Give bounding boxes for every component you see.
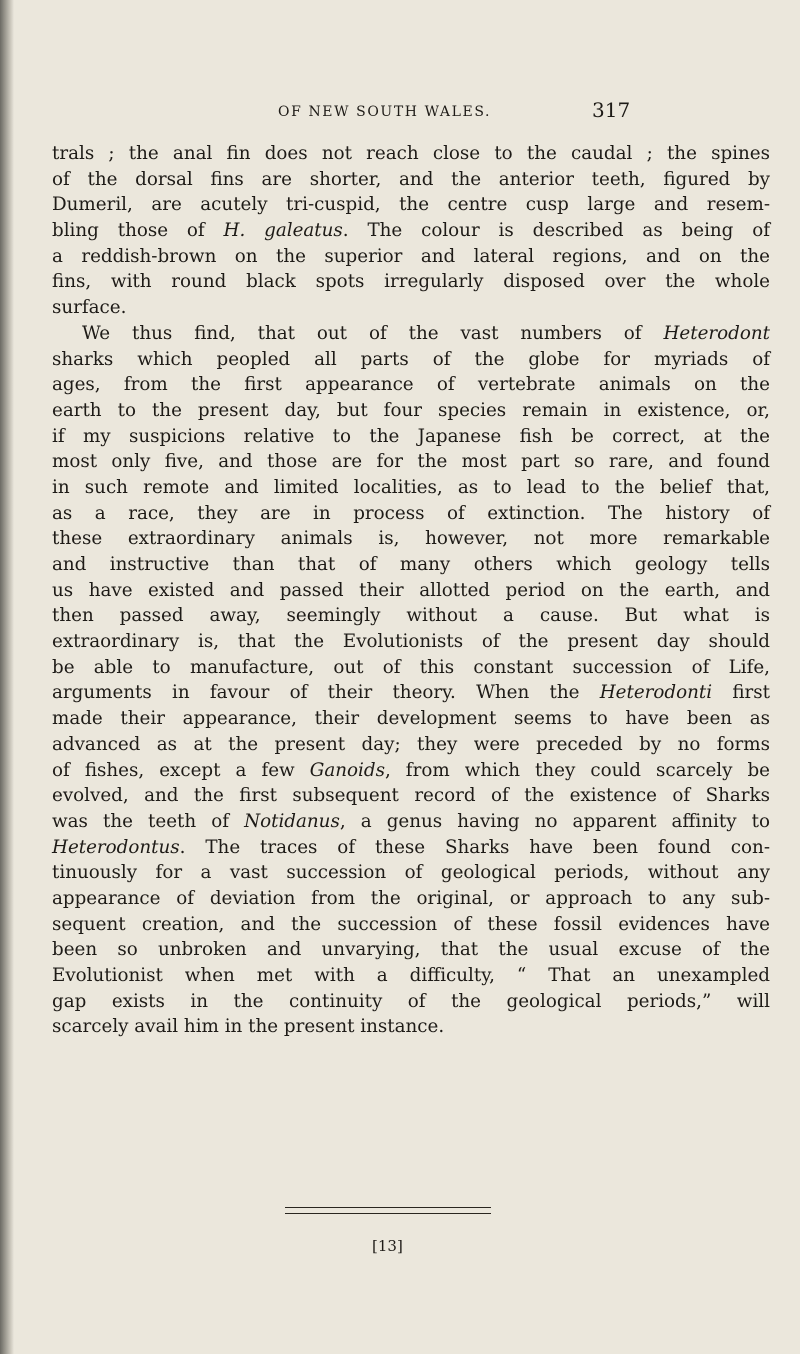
text-line: We thus find, that out of the vast numbers of Heterodont — [82, 322, 770, 344]
text-line: of fishes, except a few Ganoids, from which they could scarcely be — [52, 759, 771, 781]
text-line: in such remote and limited localities, as to lead to the belief that, — [52, 476, 770, 498]
italic-term: Notidanus — [244, 810, 340, 832]
italic-term: Heterodontus — [52, 836, 180, 858]
running-title: OF NEW SOUTH WALES. — [278, 104, 492, 120]
text-line: bling those of H. galeatus. The colour is described as being of — [52, 220, 771, 242]
text-line: extraordinary is, that the Evolutionists of the present day should — [52, 631, 770, 653]
text-line: if my suspicions relative to the Japanese fish be correct, at the — [52, 425, 770, 447]
text-line: surface. — [52, 297, 127, 319]
text-line: appearance of deviation from the original, or approach to any sub- — [52, 887, 770, 909]
text-line: tinuously for a vast succession of geological periods, without any — [52, 862, 770, 884]
text-line: trals ; the anal fin does not reach close to the caudal ; the spines — [52, 143, 770, 164]
page-number: 317 — [592, 98, 631, 122]
signature-mark: [13] — [372, 1237, 403, 1255]
text-line: then passed away, seemingly without a cause. But what is — [52, 605, 770, 627]
text-line: advanced as at the present day; they were preceded by no forms — [52, 733, 770, 755]
text-line: earth to the present day, but four species remain in existence, or, — [52, 399, 770, 421]
text-line: made their appearance, their development seems to have been as — [52, 708, 770, 730]
text-line: Evolutionist when met with a difficulty, “ That an unexampled — [52, 965, 770, 986]
text-line: Heterodontus. The traces of these Sharks have been found con- — [52, 836, 770, 858]
text-line: these extraordinary animals is, however, not more remarkable — [52, 528, 770, 550]
text-line: be able to manufacture, out of this constant succession of Life, — [52, 656, 770, 678]
text-line: ages, from the first appearance of vertebrate animals on the — [52, 374, 770, 396]
text-line: us have existed and passed their allotted period on the earth, and — [52, 579, 770, 601]
text-line: as a race, they are in process of extinction. The history of — [52, 502, 770, 524]
text-line: Dumeril, are acutely tri-cuspid, the centre cusp large and resem- — [52, 194, 770, 216]
text-line: arguments in favour of their theory. When the Heterodonti first — [52, 682, 770, 704]
italic-term: Heterodonti — [599, 682, 713, 704]
text-line: evolved, and the first subsequent record of the existence of Sharks — [52, 785, 770, 807]
text-line: and instructive than that of many others which geology tells — [52, 554, 770, 575]
text-line: sequent creation, and the succession of these fossil evidences have — [52, 913, 770, 935]
text-line: of the dorsal fins are shorter, and the anterior teeth, figured by — [52, 168, 770, 190]
italic-term: Ganoids — [309, 759, 385, 781]
text-line: been so unbroken and unvarying, that the usual excuse of the — [52, 939, 770, 961]
body-text — [52, 141, 770, 1040]
running-header — [0, 98, 800, 134]
text-line: a reddish-brown on the superior and lateral regions, and on the — [52, 245, 770, 267]
text-line: sharks which peopled all parts of the globe for myriads of — [52, 348, 770, 370]
text-line: gap exists in the continuity of the geological periods,” will — [52, 990, 770, 1012]
text-line: scarcely avail him in the present instance. — [52, 1016, 445, 1038]
binding-gutter — [0, 0, 14, 1354]
double-rule-divider — [285, 1207, 491, 1214]
italic-term: Heterodont — [663, 322, 770, 344]
text-line: fins, with round black spots irregularly disposed over the whole — [52, 271, 770, 293]
text-line: was the teeth of Notidanus, a genus having no apparent affinity to — [52, 810, 770, 832]
italic-term: H. galeatus — [223, 220, 343, 242]
text-line: most only five, and those are for the most part so rare, and found — [52, 451, 770, 473]
